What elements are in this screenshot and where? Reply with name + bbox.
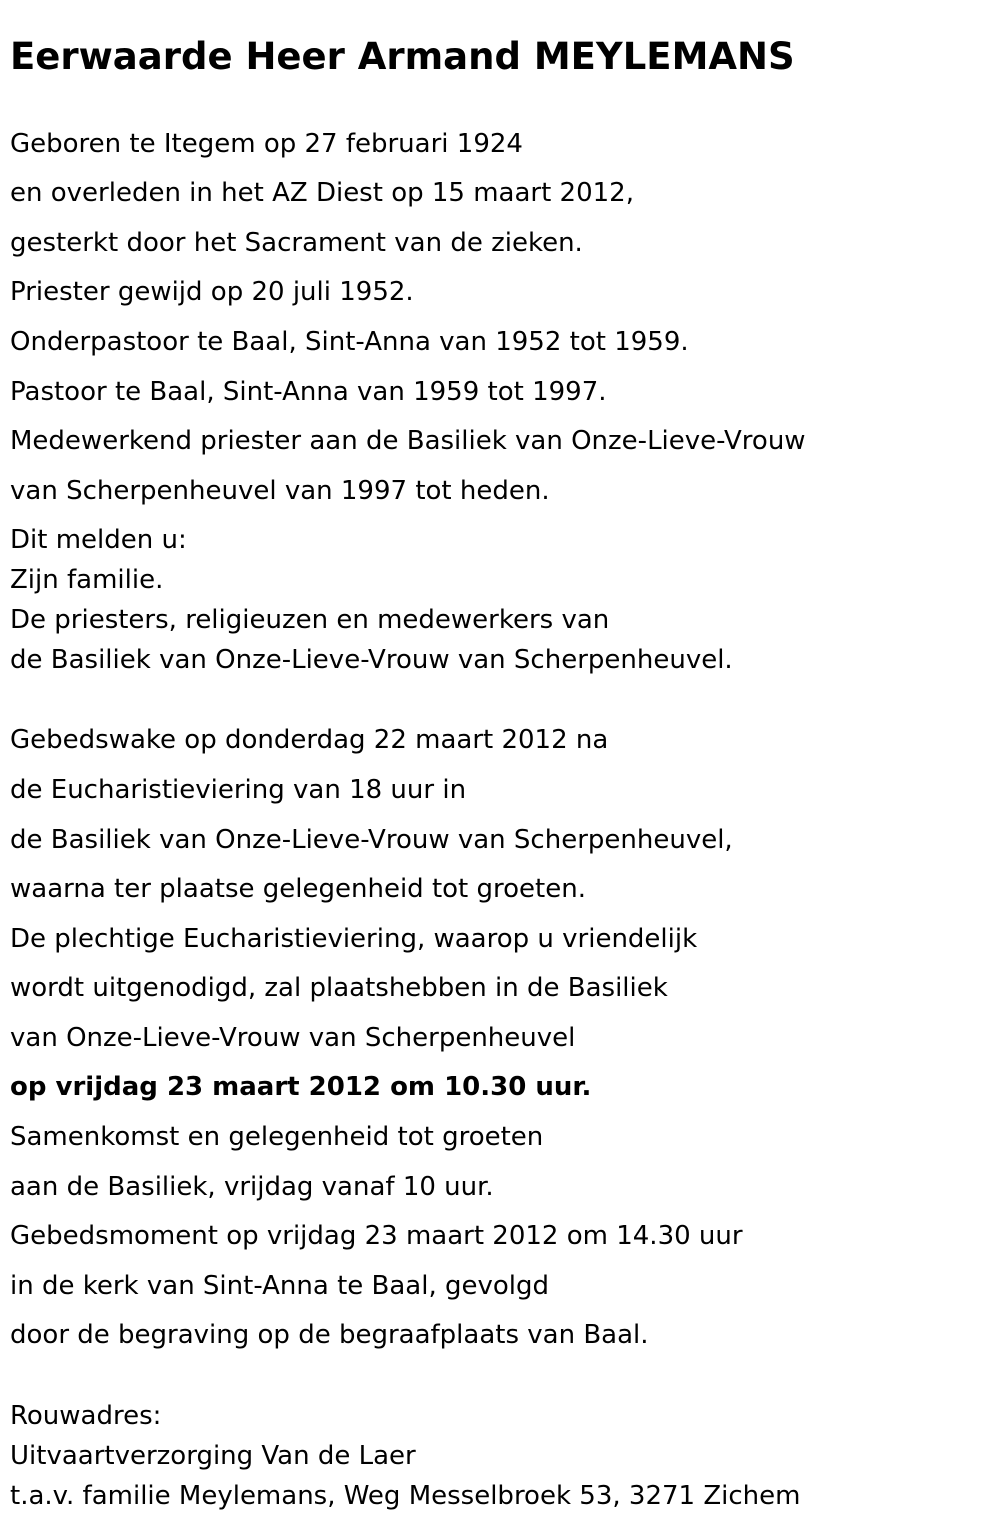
ceremony-line: waarna ter plaatse gelegenheid tot groeten. [10, 874, 586, 904]
address-heading: Rouwadres: [10, 1401, 162, 1431]
biography-line: Pastoor te Baal, Sint-Anna van 1959 tot 1997. [10, 377, 607, 407]
ceremony-line: de Eucharistieviering van 18 uur in [10, 775, 467, 805]
address-line: t.a.v. familie Meylemans, Weg Messelbroek 53, 3271 Zichem [10, 1481, 801, 1511]
ceremony-line: in de kerk van Sint-Anna te Baal, gevolgd [10, 1271, 550, 1301]
biography-line: gesterkt door het Sacrament van de zieken. [10, 228, 583, 258]
announcer-line: Dit melden u: [10, 525, 187, 555]
obituary-title: Eerwaarde Heer Armand MEYLEMANS [10, 35, 795, 78]
biography-line: Medewerkend priester aan de Basiliek van Onze-Lieve-Vrouw [10, 426, 806, 456]
biography-line: Onderpastoor te Baal, Sint-Anna van 1952 tot 1959. [10, 327, 689, 357]
funeral-mass-time: op vrijdag 23 maart 2012 om 10.30 uur. [10, 1072, 592, 1102]
biography-line: Geboren te Itegem op 27 februari 1924 [10, 129, 523, 159]
ceremony-line: Gebedswake op donderdag 22 maart 2012 na [10, 725, 609, 755]
ceremony-line: van Onze-Lieve-Vrouw van Scherpenheuvel [10, 1023, 576, 1053]
biography-line: en overleden in het AZ Diest op 15 maart 2012, [10, 178, 634, 208]
ceremony-line: Samenkomst en gelegenheid tot groeten [10, 1122, 544, 1152]
biography-line: van Scherpenheuvel van 1997 tot heden. [10, 476, 550, 506]
announcer-line: De priesters, religieuzen en medewerkers van [10, 605, 610, 635]
announcer-line: Zijn familie. [10, 565, 164, 595]
ceremony-line: de Basiliek van Onze-Lieve-Vrouw van Scherpenheuvel, [10, 825, 733, 855]
address-line: Uitvaartverzorging Van de Laer [10, 1441, 416, 1471]
ceremony-line: door de begraving op de begraafplaats van Baal. [10, 1320, 649, 1350]
ceremony-line: aan de Basiliek, vrijdag vanaf 10 uur. [10, 1172, 494, 1202]
announcer-line: de Basiliek van Onze-Lieve-Vrouw van Scherpenheuvel. [10, 645, 733, 675]
ceremony-line: Gebedsmoment op vrijdag 23 maart 2012 om 14.30 uur [10, 1221, 743, 1251]
biography-line: Priester gewijd op 20 juli 1952. [10, 277, 414, 307]
ceremony-line: wordt uitgenodigd, zal plaatshebben in de Basiliek [10, 973, 668, 1003]
ceremony-line: De plechtige Eucharistieviering, waarop u vriendelijk [10, 924, 698, 954]
